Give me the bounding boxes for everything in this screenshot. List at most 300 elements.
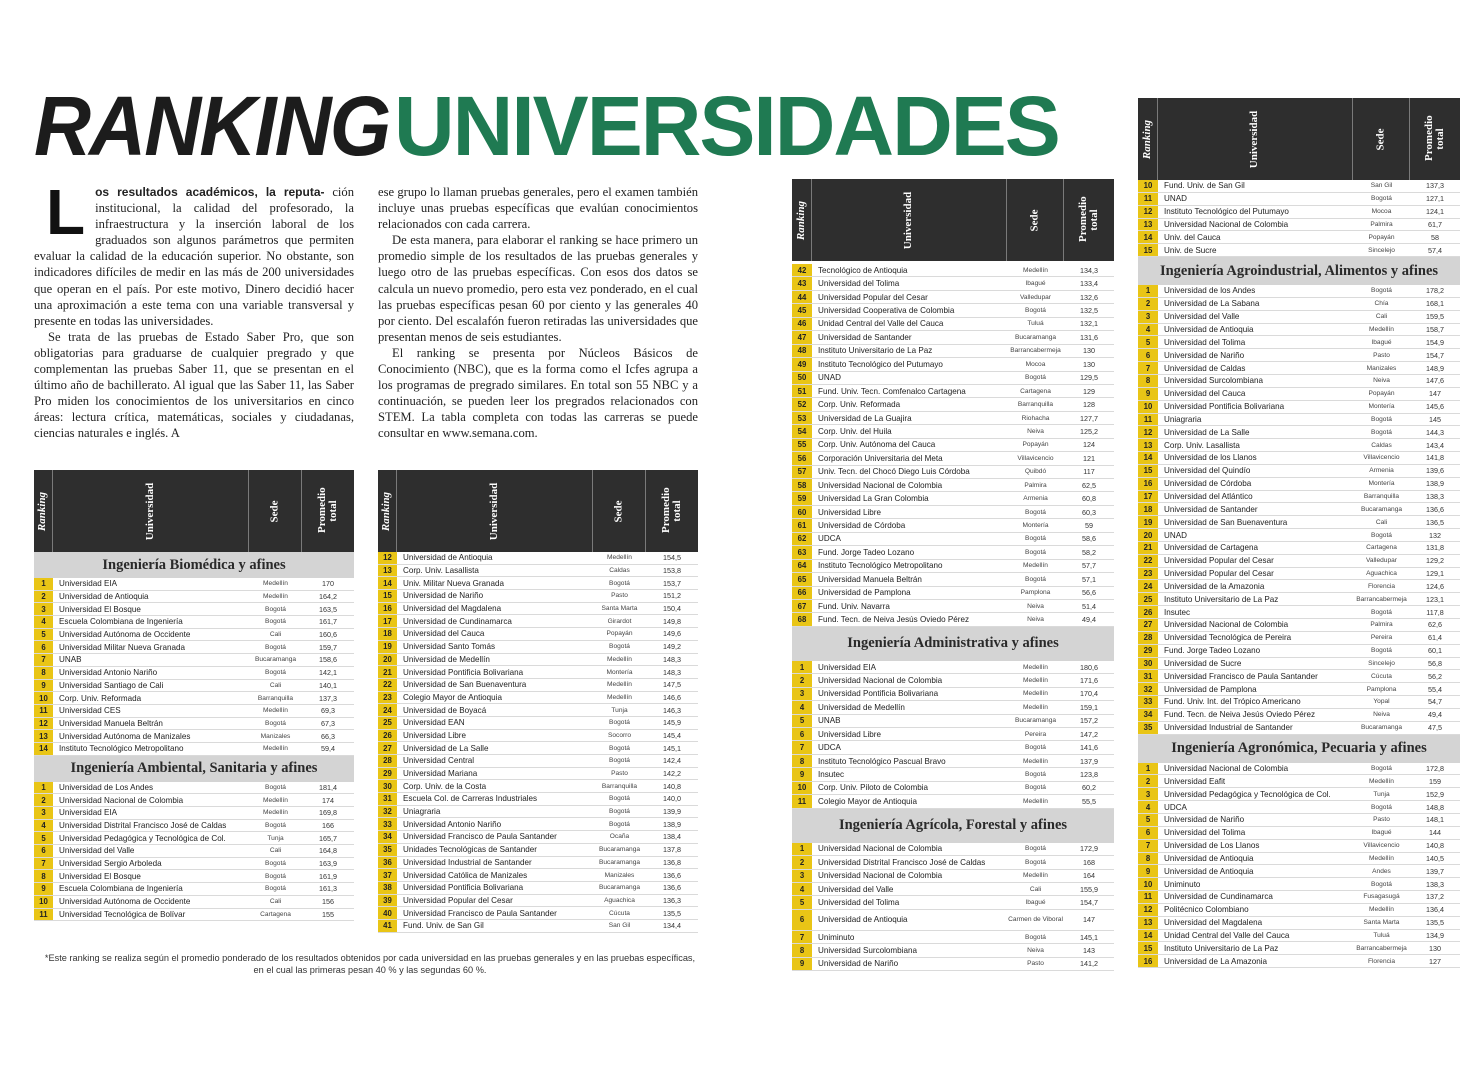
rank-cell: 2 (34, 794, 53, 806)
score-cell: 137,2 (1426, 892, 1444, 902)
sede-cell: Popayán (1368, 390, 1395, 398)
table-row (34, 909, 354, 922)
university-cell: Universidad Surcolombiana (818, 945, 917, 955)
score-cell: 123,8 (1080, 770, 1098, 780)
university-cell: Instituto Universitario de La Paz (818, 346, 933, 356)
sede-cell: Bogotá (609, 808, 630, 816)
university-cell: Universidad Pontificia Bolivariana (403, 883, 524, 893)
table-row (1138, 580, 1460, 593)
university-cell: Colegio Mayor de Antioquia (818, 796, 917, 806)
rank-cell: 22 (1138, 555, 1158, 567)
section-title: Ingeniería Biomédica y afines (34, 552, 354, 578)
score-cell: 154,9 (1426, 337, 1444, 347)
score-cell: 62,6 (1428, 620, 1442, 630)
sede-cell: Bogotá (1025, 508, 1046, 516)
rank-cell: 3 (792, 870, 812, 882)
sede-cell: Socorro (607, 731, 632, 739)
university-cell: Escuela Colombiana de Ingeniería (59, 617, 183, 627)
rank-cell: 46 (792, 318, 812, 330)
table-row (34, 743, 354, 756)
header-ranking (792, 179, 812, 261)
sede-cell: Chía (1374, 300, 1389, 308)
rank-cell: 14 (1138, 930, 1158, 942)
sede-cell: Neiva (1373, 377, 1390, 385)
sede-cell: Pamplona (1020, 589, 1051, 597)
table-row (792, 782, 1114, 795)
header-promedio-label: Promedio total (316, 487, 339, 533)
score-cell: 121 (1083, 453, 1095, 463)
table-row (792, 358, 1114, 371)
score-cell: 143,4 (1426, 440, 1444, 450)
sede-cell: Medellín (1023, 562, 1048, 570)
sede-cell: Medellín (263, 796, 288, 804)
table-row (792, 843, 1114, 856)
rank-cell: 11 (1138, 891, 1158, 903)
header-ranking-label: Ranking (795, 200, 808, 240)
rank-cell: 2 (792, 674, 812, 686)
university-cell: Fund. Jorge Tadeo Lozano (818, 547, 915, 557)
sede-cell: Fusagasugá (1363, 893, 1400, 901)
university-cell: Universidad Eafit (1164, 776, 1226, 786)
header-sede-label: Sede (1028, 209, 1041, 231)
table-row (378, 654, 698, 667)
university-cell: Insutec (1164, 607, 1191, 617)
university-cell: Insutec (818, 770, 845, 780)
table-row (792, 398, 1114, 411)
rank-cell: 3 (1138, 788, 1158, 800)
sede-cell: Medellín (1023, 757, 1048, 765)
sede-cell: Santa Marta (601, 605, 638, 613)
rank-cell: 3 (34, 807, 53, 819)
rank-cell: 31 (1138, 670, 1158, 682)
table-row (34, 820, 354, 833)
score-cell: 159,7 (319, 642, 337, 652)
score-cell: 142,4 (663, 756, 681, 766)
sede-cell: Cali (1029, 885, 1042, 893)
table-row (34, 705, 354, 718)
score-cell: 137,8 (663, 845, 681, 855)
sede-cell: Palmira (1370, 621, 1393, 629)
university-cell: Corp. Univ. Autónoma del Cauca (818, 440, 936, 450)
university-cell: Universidad de los Llanos (1164, 453, 1257, 463)
sede-cell: Bogotá (1025, 858, 1046, 866)
university-cell: Instituto Tecnológico Metropolitano (59, 744, 184, 754)
score-cell: 131,6 (1080, 332, 1098, 342)
table-row (378, 920, 698, 933)
sede-cell: Medellín (1023, 872, 1048, 880)
rank-cell: 8 (792, 755, 812, 767)
rank-cell: 35 (378, 844, 397, 856)
rank-cell: 23 (1138, 568, 1158, 580)
table-row (34, 667, 354, 680)
sede-cell: Bogotá (609, 744, 630, 752)
rank-cell: 53 (792, 412, 812, 424)
sede-cell: Palmira (1024, 481, 1047, 489)
section-title: Ingeniería Ambiental, Sanitaria y afines (34, 756, 354, 782)
table-row (792, 661, 1114, 674)
score-cell: 153,7 (663, 578, 681, 588)
sede-cell: Medellín (607, 655, 632, 663)
university-cell: Fund. Tecn. de Neiva Jesús Oviedo Pérez (818, 615, 970, 625)
university-cell: Universidad de Cartagena (1164, 543, 1259, 553)
university-cell: Universidad Popular del Cesar (1164, 556, 1274, 566)
table-row (792, 728, 1114, 741)
score-cell: 148,1 (1426, 815, 1444, 825)
rank-cell: 36 (378, 857, 397, 869)
table-row (1138, 219, 1460, 232)
table-row (34, 794, 354, 807)
university-cell: Universidad de Santander (1164, 504, 1258, 514)
sede-cell: Pasto (611, 770, 628, 778)
table-row (1138, 503, 1460, 516)
score-cell: 134,9 (1426, 930, 1444, 940)
university-cell: Universidad del Tolima (1164, 337, 1246, 347)
university-cell: UDCA (818, 534, 841, 544)
table-row (792, 439, 1114, 452)
score-cell: 138,9 (1426, 479, 1444, 489)
university-cell: Uniagraria (403, 807, 441, 817)
rank-cell: 8 (1138, 375, 1158, 387)
sede-cell: Armenia (1023, 495, 1048, 503)
intro-paragraph-2: Se trata de las pruebas de Estado Saber Pro, que son obligatorias para graduarse de cualquier pregrado y que complementan las pruebas Saber 11, que se presentan en el último año de bachillerato. Al igual que las Saber 11, las Saber Pro miden los conocimientos de los universitarios en cinco áreas: lectura crítica, matemáticas, sociales y ciudadanas, ciencias naturales e inglés. A (34, 329, 354, 441)
university-cell: Universidad Tecnológica de Bolívar (59, 909, 186, 919)
score-cell: 60,3 (1082, 507, 1096, 517)
sede-cell: Sincelejo (1368, 659, 1395, 667)
sede-cell: Medellín (1023, 703, 1048, 711)
university-cell: Universidad de Pamplona (1164, 684, 1257, 694)
header-ranking-label: Ranking (36, 491, 49, 531)
sede-cell: Villavicencio (1017, 454, 1054, 462)
section-title: Ingeniería Agrícola, Forestal y afines (792, 809, 1114, 843)
rank-cell: 5 (1138, 814, 1158, 826)
rank-cell: 15 (1138, 244, 1158, 256)
rank-cell: 27 (1138, 619, 1158, 631)
university-cell: Universidad Popular del Cesar (818, 292, 928, 302)
sede-cell: Bogotá (1025, 307, 1046, 315)
rank-cell: 10 (1138, 180, 1158, 192)
university-cell: Universidad de Los Llanos (1164, 841, 1260, 851)
university-cell: Corporación Universitaria del Meta (818, 453, 943, 463)
sede-cell: Bucaramanga (1360, 505, 1403, 513)
rank-cell: 10 (34, 692, 53, 704)
table-row (792, 573, 1114, 586)
table-row (378, 857, 698, 870)
rank-cell: 5 (34, 629, 53, 641)
sede-cell: Mocoa (1371, 208, 1392, 216)
sede-cell: Bogotá (1025, 933, 1046, 941)
score-cell: 166 (322, 821, 334, 831)
table-row (792, 277, 1114, 290)
rank-cell: 1 (34, 578, 53, 590)
score-cell: 165,7 (319, 833, 337, 843)
table-row (34, 591, 354, 604)
university-cell: Universidad de Antioquia (1164, 866, 1254, 876)
sede-cell: Caldas (1371, 441, 1392, 449)
score-cell: 60,8 (1082, 494, 1096, 504)
table-row (1138, 206, 1460, 219)
table-row (1138, 285, 1460, 298)
sede-cell: Yopal (1373, 698, 1390, 706)
university-cell: Instituto Tecnológico del Putumayo (818, 359, 943, 369)
sede-cell: Bogotá (265, 719, 286, 727)
intro-paragraph-4: De esta manera, para elaborar el ranking se hace primero un promedio simple de los resultados de las pruebas generales y luego otro de las pruebas específicas. Con esos dos datos se calcula un nuevo promedio, pero esta vez ponderado, en el cual las pruebas específicas pesan 60 por ciento y las generales 40 por ciento. Del escalafón fueron retiradas las universidades que presentan menos de seis estudiantes. (378, 233, 698, 344)
rank-cell: 20 (1138, 529, 1158, 541)
university-cell: Universidad Santiago de Cali (59, 680, 164, 690)
rank-cell: 19 (1138, 516, 1158, 528)
university-cell: Universidad de Pamplona (818, 588, 911, 598)
table-row (378, 590, 698, 603)
title-ranking: RANKING (34, 79, 390, 173)
university-cell: Universidad de Antioquia (403, 553, 493, 563)
university-cell: Universidad del Magdalena (1164, 918, 1263, 928)
score-cell: 178,2 (1426, 286, 1444, 296)
rank-cell: 49 (792, 358, 812, 370)
score-cell: 61,4 (1428, 633, 1442, 643)
table-row (378, 844, 698, 857)
university-cell: Universidad Libre (818, 507, 881, 517)
university-cell: UNAD (818, 373, 841, 383)
table-row (378, 818, 698, 831)
sede-cell: Medellín (263, 809, 288, 817)
score-cell: 149,8 (663, 616, 681, 626)
sede-cell: Bogotá (609, 579, 630, 587)
score-cell: 164,8 (319, 846, 337, 856)
sede-cell: Cúcuta (609, 909, 630, 917)
table-row (1138, 683, 1460, 696)
sede-cell: Montería (1368, 480, 1395, 488)
intro-column-1 (34, 176, 354, 442)
table-row (1138, 324, 1460, 337)
university-cell: Uniminuto (818, 932, 855, 942)
table-row (792, 795, 1114, 808)
sede-cell: Cúcuta (1371, 672, 1392, 680)
rank-cell: 6 (792, 728, 812, 740)
table-row (1138, 439, 1460, 452)
score-cell: 158,7 (1426, 325, 1444, 335)
table-row (378, 806, 698, 819)
table-row (792, 519, 1114, 532)
university-cell: Universidad Central (403, 756, 475, 766)
sede-cell: Caldas (609, 567, 630, 575)
score-cell: 136,6 (663, 870, 681, 880)
score-cell: 136,5 (1426, 517, 1444, 527)
sede-cell: Popayán (1368, 233, 1395, 241)
university-cell: Universidad Nacional de Colombia (818, 871, 943, 881)
table-row (1138, 788, 1460, 801)
table-row (34, 858, 354, 871)
score-cell: 136,8 (663, 857, 681, 867)
score-cell: 134,4 (663, 921, 681, 931)
rank-cell: 37 (378, 869, 397, 881)
university-cell: Corp. Univ. Lasallista (403, 566, 479, 576)
sede-cell: Medellín (607, 554, 632, 562)
table-row (792, 910, 1114, 931)
university-cell: Univ. Tecn. del Chocó Diego Luis Córdoba (818, 467, 970, 477)
university-cell: Universidad Nacional de Colombia (1164, 764, 1289, 774)
rank-cell: 4 (792, 883, 812, 895)
score-cell: 140,0 (663, 794, 681, 804)
intro-paragraph-1: ción institucional, la calidad del profesorado, la infraestructura y la inserción laboral de los graduados son algunos parámetros que permiten evaluar la calidad de la educación superior. No obstante, son indicadores difíciles de medir en las más de 200 universidades que operan en el país. Por este motivo, Dinero decidió hacer una aproximación a este tema con una variable transversal y presente en todas las universidades. (34, 185, 354, 328)
university-cell: Universidad Industrial de Santander (1164, 723, 1293, 733)
table-row (1138, 763, 1460, 776)
table-row (1138, 632, 1460, 645)
intro-lead: os resultados académicos, la reputa- (95, 185, 325, 199)
score-cell: 57,4 (1428, 245, 1442, 255)
table-row (1138, 542, 1460, 555)
table-row (1138, 231, 1460, 244)
rank-cell: 21 (378, 666, 397, 678)
header-universidad-label: Universidad (144, 482, 156, 540)
university-cell: Univ. Militar Nueva Granada (403, 578, 505, 588)
table-row (34, 870, 354, 883)
university-cell: Universidad EAN (403, 718, 465, 728)
sede-cell: Bogotá (609, 719, 630, 727)
university-cell: Universidad EIA (59, 579, 118, 589)
sede-cell: Bogotá (1371, 880, 1392, 888)
table-row (1138, 465, 1460, 478)
score-cell: 124 (1083, 440, 1095, 450)
table-row (1138, 336, 1460, 349)
rank-cell: 11 (34, 705, 53, 717)
rank-cell: 7 (1138, 362, 1158, 374)
sede-cell: Bucaramanga (1014, 717, 1057, 725)
sede-cell: San Gil (608, 922, 631, 930)
sede-cell: Bogotá (265, 822, 286, 830)
university-cell: Fund. Univ. Navarra (818, 601, 890, 611)
table-row (1138, 840, 1460, 853)
rank-cell: 32 (378, 806, 397, 818)
sede-cell: Tuluá (1373, 931, 1390, 939)
rank-cell: 67 (792, 600, 812, 612)
rank-cell: 39 (378, 895, 397, 907)
table-row (792, 452, 1114, 465)
rank-cell: 28 (378, 755, 397, 767)
table-row (1138, 362, 1460, 375)
sede-cell: Pasto (1027, 960, 1044, 968)
table-row (792, 479, 1114, 492)
rank-cell: 22 (378, 679, 397, 691)
score-cell: 139,6 (1426, 466, 1444, 476)
university-cell: Universidad de los Andes (1164, 286, 1256, 296)
header-promedio (1410, 98, 1460, 180)
score-cell: 164 (1083, 871, 1095, 881)
rank-cell: 4 (1138, 324, 1158, 336)
table-row (1138, 904, 1460, 917)
score-cell: 161,7 (319, 617, 337, 627)
table-row (378, 641, 698, 654)
sede-cell: Tuluá (1027, 320, 1044, 328)
rank-cell: 64 (792, 560, 812, 572)
university-cell: Universidad de Nariño (1164, 350, 1245, 360)
university-cell: Fund. Univ. Tecn. Comfenalco Cartagena (818, 386, 966, 396)
score-cell: 159,1 (1080, 702, 1098, 712)
rank-cell: 62 (792, 533, 812, 545)
rank-cell: 9 (34, 883, 53, 895)
table-row (792, 600, 1114, 613)
rank-cell: 7 (792, 741, 812, 753)
sede-cell: Montería (606, 668, 633, 676)
score-cell: 129,2 (1426, 556, 1444, 566)
table-row (792, 896, 1114, 909)
score-cell: 148,9 (1426, 363, 1444, 373)
sede-cell: Bogotá (1371, 765, 1392, 773)
table-row (1138, 311, 1460, 324)
university-cell: Universidad del Valle (59, 846, 135, 856)
university-cell: Universidad Autónoma de Manizales (59, 731, 191, 741)
table-row (792, 701, 1114, 714)
table-row (1138, 930, 1460, 943)
score-cell: 60,1 (1428, 646, 1442, 656)
rank-cell: 6 (34, 641, 53, 653)
university-cell: Universidad Distrital Francisco José de Caldas (818, 857, 986, 867)
rank-cell: 34 (1138, 709, 1158, 721)
sede-cell: Armenia (1369, 467, 1394, 475)
drop-cap: L (46, 176, 86, 248)
university-cell: Universidad Pontificia Bolivariana (1164, 402, 1285, 412)
score-cell: 125,2 (1080, 426, 1098, 436)
table-row (34, 603, 354, 616)
rank-cell: 1 (792, 661, 812, 673)
university-cell: Universidad Católica de Manizales (403, 870, 528, 880)
university-cell: Universidad Distrital Francisco José de Caldas (59, 821, 227, 831)
rank-cell: 4 (34, 616, 53, 628)
sede-cell: Barrancabermeja (1356, 595, 1407, 603)
table-row (792, 291, 1114, 304)
table-row (378, 907, 698, 920)
university-cell: Universidad EIA (818, 662, 877, 672)
university-cell: Universidad La Gran Colombia (818, 494, 929, 504)
score-cell: 51,4 (1082, 601, 1096, 611)
table-row (378, 577, 698, 590)
header-ranking (34, 470, 53, 552)
table-row (792, 688, 1114, 701)
university-cell: Universidad de Nariño (1164, 815, 1245, 825)
score-cell: 130 (1083, 346, 1095, 356)
sede-cell: Bogotá (609, 757, 630, 765)
title-universidades: UNIVERSIDADES (394, 79, 1059, 173)
rank-cell: 42 (792, 264, 812, 276)
rank-cell: 66 (792, 587, 812, 599)
score-cell: 163,9 (319, 859, 337, 869)
score-cell: 180,6 (1080, 662, 1098, 672)
university-cell: Universidad Manuela Beltrán (818, 574, 922, 584)
table-row (1138, 375, 1460, 388)
score-cell: 139,7 (1426, 866, 1444, 876)
sede-cell: Bogotá (265, 643, 286, 651)
table-row (792, 870, 1114, 883)
intro-paragraph-5: El ranking se presenta por Núcleos Básicos de Conocimiento (NBC), que es la forma como el Icfes agrupa a los programas de pregrado similares. En total son 55 NBC y a continuación, se pueden leer los pregrados relacionados con STEM. La tabla completa con todas las carreras se puede consultar en www.semana.com. (378, 345, 698, 441)
table-row (792, 425, 1114, 438)
score-cell: 145,9 (663, 718, 681, 728)
rank-cell: 44 (792, 291, 812, 303)
university-cell: Universidad Libre (403, 730, 466, 740)
table-row (34, 807, 354, 820)
rank-cell: 15 (378, 590, 397, 602)
university-cell: Universidad del Quindío (1164, 466, 1251, 476)
table-row (1138, 516, 1460, 529)
rank-cell: 26 (378, 730, 397, 742)
sede-cell: Riohacha (1021, 414, 1050, 422)
score-cell: 56,8 (1428, 658, 1442, 668)
table-row (1138, 555, 1460, 568)
sede-cell: Andes (1372, 867, 1391, 875)
table-row (792, 304, 1114, 317)
sede-cell: Bucaramanga (598, 846, 641, 854)
rank-cell: 30 (378, 780, 397, 792)
score-cell: 55,5 (1082, 796, 1096, 806)
university-cell: Universidad Popular del Cesar (403, 895, 513, 905)
score-cell: 124,1 (1426, 207, 1444, 217)
